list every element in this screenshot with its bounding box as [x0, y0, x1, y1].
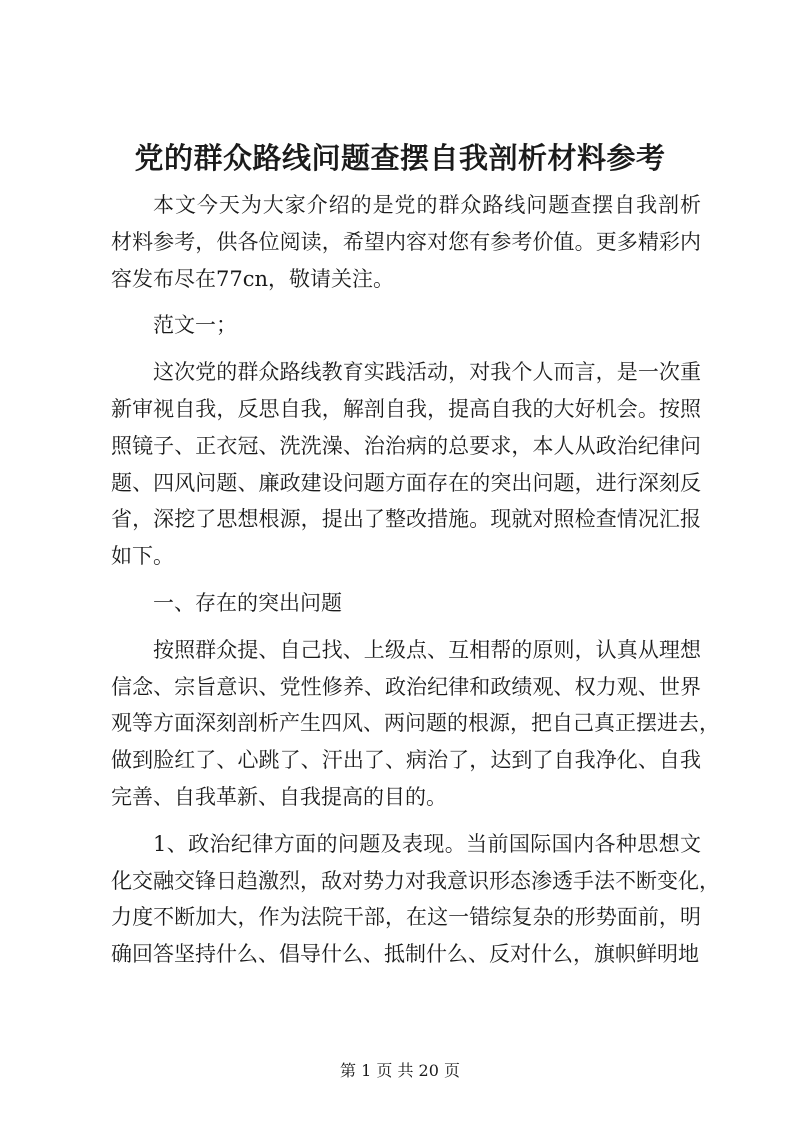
text-line: 确回答坚持什么、倡导什么、抵制什么、反对什么，旗帜鲜明地 — [111, 942, 699, 967]
document-body — [111, 187, 720, 973]
paragraph — [111, 187, 701, 297]
text-line: 题、四风问题、廉政建设问题方面存在的突出问题，进行深刻反 — [111, 470, 701, 495]
paragraph — [111, 585, 701, 622]
paragraph-gap — [111, 575, 701, 585]
paragraph-gap — [111, 816, 701, 826]
document-title: 党的群众路线问题查摆自我剖析材料参考 — [134, 141, 666, 175]
text-line: 这次党的群众路线教育实践活动，对我个人而言，是一次重 — [153, 360, 701, 385]
text-line: 1、政治纪律方面的问题及表现。当前国际国内各种思想文 — [153, 831, 701, 856]
paragraph-gap — [111, 622, 701, 632]
text-line: 照镜子、正衣冠、洗洗澡、治治病的总要求，本人从政治纪律问 — [111, 433, 701, 458]
page-number-footer: 第 1 页 共 20 页 — [340, 1061, 460, 1080]
text-line: 如下。 — [111, 544, 174, 569]
text-line: 本文今天为大家介绍的是党的群众路线问题查摆自我剖析 — [153, 193, 701, 217]
text-line: 化交融交锋日趋激烈，敌对势力对我意识形态渗透手法不断变化， — [111, 868, 720, 893]
paragraph — [111, 826, 720, 973]
text-line: 做到脸红了、心跳了、汗出了、病治了，达到了自我净化、自我 — [111, 748, 701, 773]
text-line: 新审视自我，反思自我，解剖自我，提高自我的大好机会。按照 — [111, 396, 701, 421]
text-line: 力度不断加大，作为法院干部，在这一错综复杂的形势面前，明 — [111, 905, 701, 930]
paragraph — [111, 632, 720, 816]
text-line: 观等方面深刻剖析产生四风、两问题的根源，把自己真正摆进去， — [111, 711, 720, 736]
paragraph — [111, 307, 701, 344]
paragraph-gap — [111, 297, 701, 307]
text-line: 容发布尽在77cn，敬请关注。 — [111, 266, 395, 291]
text-line: 一、存在的突出问题 — [153, 590, 342, 615]
text-line: 信念、宗旨意识、党性修养、政治纪律和政绩观、权力观、世界 — [111, 674, 701, 699]
paragraph — [111, 354, 701, 575]
paragraph-gap — [111, 344, 701, 354]
text-line: 完善、自我革新、自我提高的目的。 — [111, 784, 447, 809]
text-line: 材料参考，供各位阅读，希望内容对您有参考价值。更多精彩内 — [111, 229, 701, 254]
text-line: 按照群众提、自己找、上级点、互相帮的原则，认真从理想 — [153, 637, 701, 662]
text-line: 范文一； — [153, 313, 237, 338]
text-line: 省，深挖了思想根源，提出了整改措施。现就对照检查情况汇报 — [111, 507, 701, 532]
